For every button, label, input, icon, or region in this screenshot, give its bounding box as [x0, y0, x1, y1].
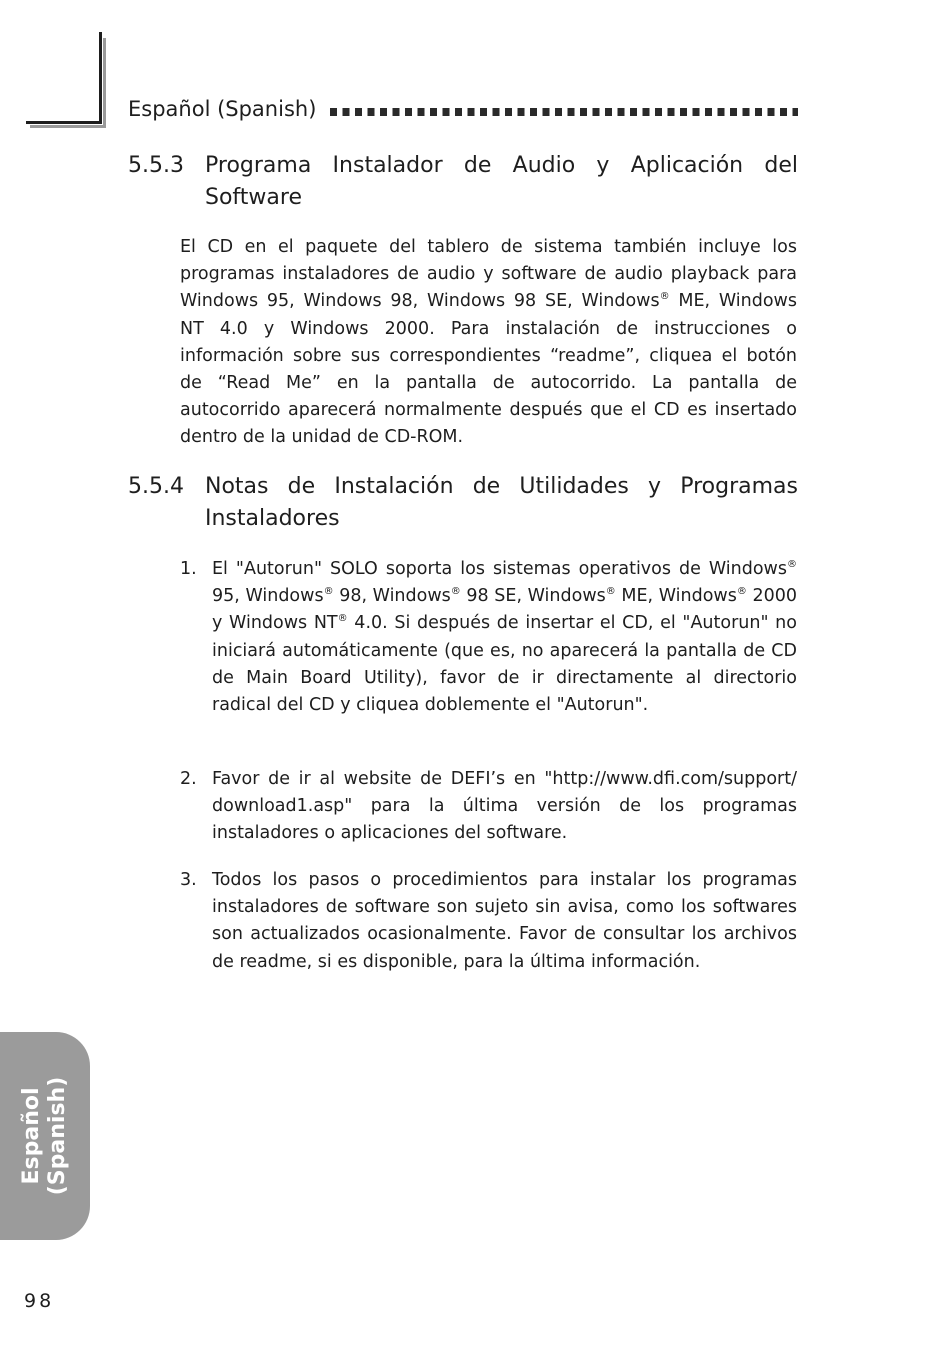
running-header: [128, 94, 798, 124]
list-marker: 1.: [180, 559, 197, 579]
language-side-tab: [0, 1032, 90, 1240]
list-item: [180, 556, 797, 719]
list-item-text: El "Autorun" SOLO soporta los sistemas operativos de Windows® 95, Windows® 98, Windows® 98 SE, Windows® ME, Windows® 2000 y Windows NT® 4.0. Si después de insertar el CD, el "Autorun" no iniciará automáticamente (que es, no aparecerá la pantalla de CD de Main Board Utility), favor de ir directamente al directorio radical del CD y cliquea doblemente el "Autorun".: [212, 559, 797, 716]
section-title: Programa Instalador de Audio y Aplicación del Software: [205, 153, 798, 210]
section-number: 5.5.4: [128, 474, 184, 499]
list-item: [180, 766, 797, 848]
section-title: Notas de Instalación de Utilidades y Programas Instaladores: [205, 474, 798, 531]
corner-mark-horizontal: [26, 121, 102, 124]
corner-mark-vertical: [99, 32, 102, 124]
corner-mark-shadow-vertical: [103, 38, 106, 128]
section-number: 5.5.3: [128, 153, 184, 178]
list-marker: 2.: [180, 769, 197, 789]
page-number: 98: [24, 1290, 55, 1312]
section-heading-5-5-4: [128, 471, 798, 535]
running-header-title: Español (Spanish): [128, 97, 317, 121]
section-paragraph: El CD en el paquete del tablero de sistema también incluye los programas instaladores de audio y software de audio playback para Windows 95, Windows 98, Windows 98 SE, Windows® ME, Windows NT 4.0 y Windows 2000. Para instalación de instrucciones o información sobre sus correspondientes “readme”, cliquea el botón de “Read Me” en la pantalla de autocorrido. La pantalla de autocorrido aparecerá normalmente después que el CD es insertado dentro de la unidad de CD-ROM.: [180, 237, 797, 448]
list-item-text: Favor de ir al website de DEFI’s en "http://www.dfi.com/support/ download1.asp" para la última versión de los programas instaladores o aplicaciones del software.: [212, 769, 797, 844]
list-item-text: Todos los pasos o procedimientos para instalar los programas instaladores de software son sujeto sin avisa, como los softwares son actualizados ocasionalmente. Favor de consultar los archivos de readme, si es disponible, para la última información.: [212, 870, 797, 972]
dot-leader: [330, 108, 798, 116]
corner-mark-shadow-horizontal: [30, 125, 106, 128]
list-item: [180, 867, 797, 976]
section-heading-5-5-3: [128, 150, 798, 214]
side-tab-label: Español (Spanish): [19, 1076, 70, 1196]
list-marker: 3.: [180, 870, 197, 890]
